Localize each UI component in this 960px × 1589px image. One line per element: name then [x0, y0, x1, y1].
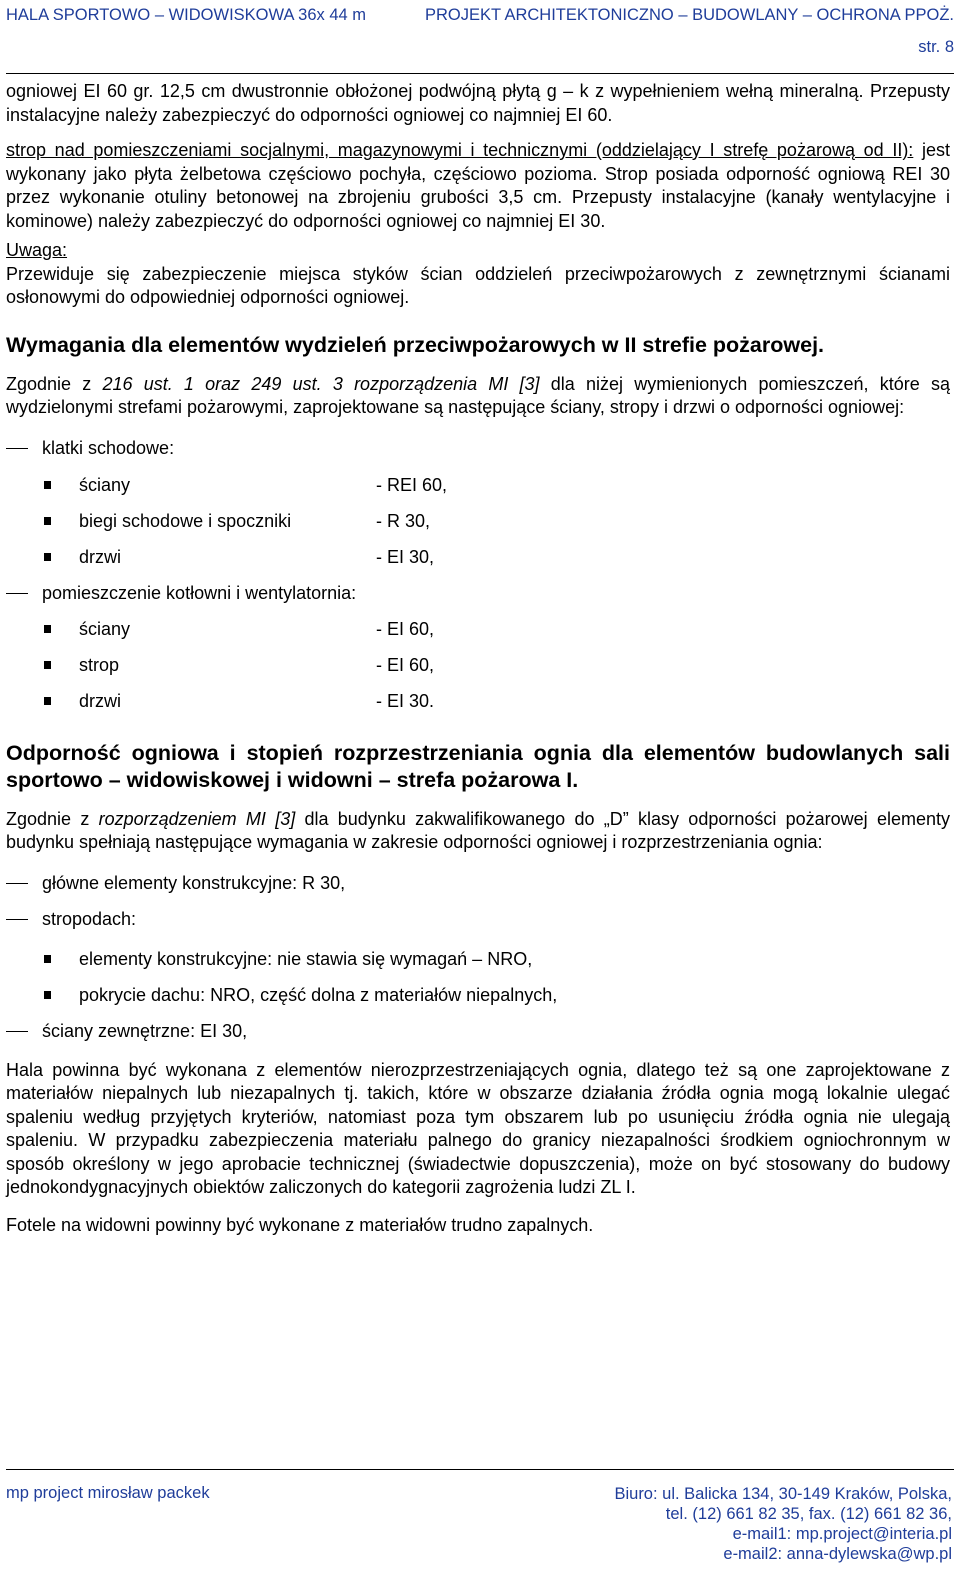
page-number: str. 8 — [918, 38, 954, 56]
footer-phone: tel. (12) 661 82 35, fax. (12) 661 82 36, — [665, 1505, 952, 1523]
list-item-main-elements: główne elementy konstrukcyjne: R 30, — [6, 872, 950, 895]
list-item-boiler-room: pomieszczenie kotłowni i wentylatornia: — [6, 582, 950, 605]
list-item: strop - EI 60, — [6, 654, 950, 677]
header-divider — [6, 73, 954, 74]
document-body — [6, 80, 950, 1237]
note-text: Przewiduje się zabezpieczenie miejsca styków ścian oddzieleń przeciwpożarowych z zewnętrznymi ścianami osłonowymi do odpowiedniej odporności ogniowej. — [6, 263, 950, 307]
list-item-flat-roof: stropodach: — [6, 908, 950, 931]
footer-company: mp project mirosław packek — [6, 1484, 210, 1502]
list-item-external-walls: ściany zewnętrzne: EI 30, — [6, 1020, 950, 1043]
header-document-type: PROJEKT ARCHITEKTONICZNO – BUDOWLANY – OCHRONA PPOŻ. — [424, 6, 954, 24]
list-item: ściany - REI 60, — [6, 474, 950, 497]
header-project-title: HALA SPORTOWO – WIDOWISKOWA 36x 44 m — [6, 6, 367, 24]
list-item: biegi schodowe i spoczniki - R 30, — [6, 510, 950, 533]
legal-reference: rozporządzeniem MI [3] — [98, 808, 296, 829]
list-item-structural-elements: elementy konstrukcyjne: nie stawia się wymagań – NRO, — [6, 948, 950, 971]
strop-subject: strop nad pomieszczeniami socjalnymi, magazynowymi i technicznymi (oddzielający I strefę pożarową od II): — [6, 140, 914, 160]
footer-email-2: e-mail2: anna-dylewska@wp.pl — [723, 1545, 952, 1563]
list-item-stairwells: klatki schodowe: — [6, 437, 950, 460]
section2-lead: Zgodnie z rozporządzeniem MI [3] dla budynku zakwalifikowanego do „D” klasy odporności pożarowej elementy budynku spełniają następujące wymagania w zakresie odporności ogniowej i rozprzestrzeniania ognia: — [6, 808, 950, 852]
paragraph-seats: Fotele na widowni powinny być wykonane z materiałów trudno zapalnych. — [6, 1214, 594, 1235]
section-heading-1: Wymagania dla elementów wydzieleń przeciwpożarowych w II strefie pożarowej. — [6, 332, 825, 357]
footer-contact — [614, 1484, 952, 1564]
footer-email-1: e-mail1: mp.project@interia.pl — [732, 1525, 952, 1543]
footer-address: Biuro: ul. Balicka 134, 30-149 Kraków, Polska, — [614, 1485, 952, 1503]
section1-lead: Zgodnie z 216 ust. 1 oraz 249 ust. 3 rozporządzenia MI [3] dla niżej wymienionych pomieszczeń, które są wydzielonymi strefami pożarowymi, zaprojektowane są następujące ściany, stropy i drzwi o odporności ogniowej: — [6, 373, 950, 417]
paragraph-materials: Hala powinna być wykonana z elementów nierozprzestrzeniających ognia, dlatego też są one zaprojektowane z materiałów niepalnych lub niezapalnych tj. takich, które w obszarze działania źródła ognia mogą lokalnie ulegać spaleniu według przyjętych kryteriów, natomiast poza tym obszarem lub po usunięciu źródła ognia nie ulegają spaleniu. W przypadku zabezpieczenia materiału palnego do granicy niezapalności środkiem ogniochronnym w sposób określony w jego aprobacie technicznej (świadectwie dopuszczenia), może on być stosowany do budowy jednokondygnacyjnych obiektów zaliczonych do kategorii zagrożenia ludzi ZL I. — [6, 1059, 950, 1197]
paragraph-strop — [6, 139, 950, 233]
paragraph-intro-1: ogniowej EI 60 gr. 12,5 cm dwustronnie obłożonej podwójną płytą g – k z wypełnieniem wełną mineralną. Przepusty instalacyjne należy zabezpieczyć do odporności ogniowej co najmniej EI 60. — [6, 81, 950, 125]
strop-description: jest wykonany jako płyta żelbetowa częściowo pochyła, częściowo pozioma. Strop posiada odporność ogniową REI 30 przez wykonanie otuliny betonowej na zbrojeniu grubości 3,5 cm. Przepusty instalacyjne (kanały wentylacyjne i kominowe) należy zabezpieczyć do odporności ogniowej co najmniej EI 30. — [6, 140, 950, 231]
footer-divider — [6, 1469, 954, 1470]
list-item: drzwi - EI 30, — [6, 546, 950, 569]
legal-reference: 216 ust. 1 oraz 249 ust. 3 rozporządzenia MI [3] — [102, 373, 540, 394]
list-item-roofing: pokrycie dachu: NRO, część dolna z materiałów niepalnych, — [6, 984, 950, 1007]
list-item: drzwi - EI 30. — [6, 690, 950, 713]
note-label: Uwaga: — [6, 240, 68, 260]
section-heading-2: Odporność ogniowa i stopień rozprzestrzeniania ognia dla elementów budowlanych sali sportowo – widowiskowej i widowni – strefa pożarowa I. — [6, 740, 950, 792]
list-item: ściany - EI 60, — [6, 618, 950, 641]
